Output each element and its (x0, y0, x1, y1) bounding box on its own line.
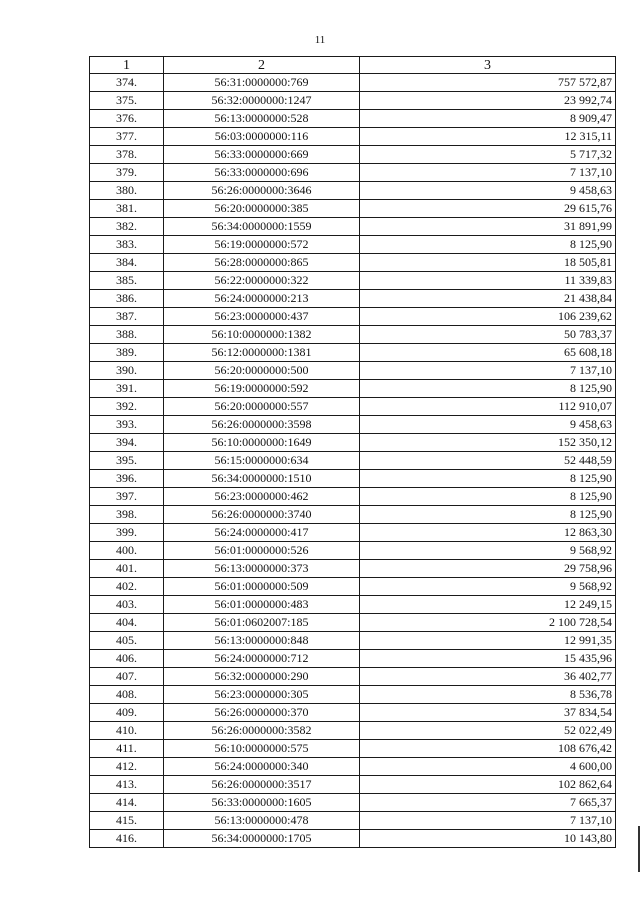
amount-cell: 9 458,63 (360, 416, 616, 434)
table-body (90, 74, 616, 848)
cadastral-number-cell: 56:26:0000000:3598 (164, 416, 360, 434)
amount-cell: 18 505,81 (360, 254, 616, 272)
amount-cell: 37 834,54 (360, 704, 616, 722)
amount-cell: 7 665,37 (360, 794, 616, 812)
amount-cell: 102 862,64 (360, 776, 616, 794)
row-number-cell: 379. (90, 164, 164, 182)
table-row (90, 290, 616, 308)
amount-cell: 9 458,63 (360, 182, 616, 200)
row-number-cell: 375. (90, 92, 164, 110)
table-row (90, 542, 616, 560)
cadastral-number-cell: 56:13:0000000:478 (164, 812, 360, 830)
cadastral-number-cell: 56:20:0000000:385 (164, 200, 360, 218)
cadastral-number-cell: 56:23:0000000:305 (164, 686, 360, 704)
table-row (90, 326, 616, 344)
amount-cell: 21 438,84 (360, 290, 616, 308)
row-number-cell: 378. (90, 146, 164, 164)
row-number-cell: 389. (90, 344, 164, 362)
table-row (90, 596, 616, 614)
cadastral-number-cell: 56:19:0000000:572 (164, 236, 360, 254)
table-row (90, 632, 616, 650)
cadastral-number-cell: 56:32:0000000:1247 (164, 92, 360, 110)
cadastral-number-cell: 56:26:0000000:370 (164, 704, 360, 722)
cadastral-number-cell: 56:15:0000000:634 (164, 452, 360, 470)
table-row (90, 758, 616, 776)
table-row (90, 434, 616, 452)
cadastral-number-cell: 56:10:0000000:1649 (164, 434, 360, 452)
cadastral-number-cell: 56:33:0000000:696 (164, 164, 360, 182)
cadastral-number-cell: 56:33:0000000:669 (164, 146, 360, 164)
amount-cell: 12 249,15 (360, 596, 616, 614)
amount-cell: 9 568,92 (360, 542, 616, 560)
amount-cell: 52 022,49 (360, 722, 616, 740)
column-header-2: 2 (164, 57, 360, 74)
amount-cell: 5 717,32 (360, 146, 616, 164)
page-number: 11 (314, 34, 326, 46)
amount-cell: 31 891,99 (360, 218, 616, 236)
table-row (90, 110, 616, 128)
table-row (90, 668, 616, 686)
row-number-cell: 386. (90, 290, 164, 308)
row-number-cell: 380. (90, 182, 164, 200)
amount-cell: 12 315,11 (360, 128, 616, 146)
amount-cell: 8 125,90 (360, 488, 616, 506)
row-number-cell: 404. (90, 614, 164, 632)
row-number-cell: 387. (90, 308, 164, 326)
amount-cell: 8 125,90 (360, 236, 616, 254)
row-number-cell: 402. (90, 578, 164, 596)
table-row (90, 578, 616, 596)
row-number-cell: 406. (90, 650, 164, 668)
amount-cell: 8 125,90 (360, 380, 616, 398)
row-number-cell: 377. (90, 128, 164, 146)
cadastral-number-cell: 56:24:0000000:340 (164, 758, 360, 776)
amount-cell: 12 863,30 (360, 524, 616, 542)
row-number-cell: 385. (90, 272, 164, 290)
cadastral-number-cell: 56:01:0000000:526 (164, 542, 360, 560)
row-number-cell: 374. (90, 74, 164, 92)
row-number-cell: 414. (90, 794, 164, 812)
cadastral-number-cell: 56:12:0000000:1381 (164, 344, 360, 362)
table-header-row (90, 57, 616, 74)
cadastral-number-cell: 56:24:0000000:417 (164, 524, 360, 542)
cadastral-number-cell: 56:26:0000000:3740 (164, 506, 360, 524)
row-number-cell: 393. (90, 416, 164, 434)
table-row (90, 254, 616, 272)
row-number-cell: 405. (90, 632, 164, 650)
row-number-cell: 407. (90, 668, 164, 686)
cadastral-number-cell: 56:24:0000000:712 (164, 650, 360, 668)
table-row (90, 218, 616, 236)
cadastral-number-cell: 56:31:0000000:769 (164, 74, 360, 92)
table-row (90, 470, 616, 488)
cadastral-number-cell: 56:34:0000000:1510 (164, 470, 360, 488)
cadastral-number-cell: 56:34:0000000:1559 (164, 218, 360, 236)
column-header-1: 1 (90, 57, 164, 74)
row-number-cell: 411. (90, 740, 164, 758)
cadastral-number-cell: 56:26:0000000:3646 (164, 182, 360, 200)
amount-cell: 9 568,92 (360, 578, 616, 596)
amount-cell: 8 536,78 (360, 686, 616, 704)
table-row (90, 722, 616, 740)
table-row (90, 128, 616, 146)
amount-cell: 10 143,80 (360, 830, 616, 848)
row-number-cell: 413. (90, 776, 164, 794)
cadastral-number-cell: 56:10:0000000:1382 (164, 326, 360, 344)
table-row (90, 506, 616, 524)
cadastral-number-cell: 56:19:0000000:592 (164, 380, 360, 398)
table-row (90, 686, 616, 704)
row-number-cell: 390. (90, 362, 164, 380)
table-row (90, 272, 616, 290)
table-row (90, 560, 616, 578)
cadastral-number-cell: 56:03:0000000:116 (164, 128, 360, 146)
row-number-cell: 410. (90, 722, 164, 740)
table-row (90, 776, 616, 794)
row-number-cell: 383. (90, 236, 164, 254)
table-row (90, 704, 616, 722)
amount-cell: 4 600,00 (360, 758, 616, 776)
table-row (90, 146, 616, 164)
row-number-cell: 397. (90, 488, 164, 506)
row-number-cell: 401. (90, 560, 164, 578)
cadastral-number-cell: 56:22:0000000:322 (164, 272, 360, 290)
cadastral-number-cell: 56:01:0000000:509 (164, 578, 360, 596)
table-row (90, 740, 616, 758)
table-row (90, 416, 616, 434)
cadastral-number-cell: 56:10:0000000:575 (164, 740, 360, 758)
row-number-cell: 384. (90, 254, 164, 272)
table-row (90, 614, 616, 632)
amount-cell: 152 350,12 (360, 434, 616, 452)
table-row (90, 398, 616, 416)
table-row (90, 812, 616, 830)
row-number-cell: 400. (90, 542, 164, 560)
amount-cell: 757 572,87 (360, 74, 616, 92)
amount-cell: 7 137,10 (360, 164, 616, 182)
column-header-3: 3 (360, 57, 616, 74)
table-row (90, 650, 616, 668)
row-number-cell: 408. (90, 686, 164, 704)
amount-cell: 23 992,74 (360, 92, 616, 110)
row-number-cell: 395. (90, 452, 164, 470)
cadastral-number-cell: 56:23:0000000:462 (164, 488, 360, 506)
cadastral-number-cell: 56:24:0000000:213 (164, 290, 360, 308)
amount-cell: 7 137,10 (360, 362, 616, 380)
cadastral-number-cell: 56:33:0000000:1605 (164, 794, 360, 812)
cadastral-number-cell: 56:20:0000000:557 (164, 398, 360, 416)
amount-cell: 8 909,47 (360, 110, 616, 128)
table-row (90, 164, 616, 182)
table-row (90, 236, 616, 254)
table-row (90, 344, 616, 362)
table-row (90, 362, 616, 380)
cadastral-number-cell: 56:20:0000000:500 (164, 362, 360, 380)
row-number-cell: 392. (90, 398, 164, 416)
row-number-cell: 399. (90, 524, 164, 542)
amount-cell: 52 448,59 (360, 452, 616, 470)
row-number-cell: 415. (90, 812, 164, 830)
row-number-cell: 409. (90, 704, 164, 722)
table-row (90, 794, 616, 812)
row-number-cell: 376. (90, 110, 164, 128)
amount-cell: 11 339,83 (360, 272, 616, 290)
cadastral-number-cell: 56:13:0000000:373 (164, 560, 360, 578)
amount-cell: 29 758,96 (360, 560, 616, 578)
table-row (90, 380, 616, 398)
cadastral-table (89, 56, 616, 848)
row-number-cell: 381. (90, 200, 164, 218)
table-row (90, 200, 616, 218)
table-row (90, 308, 616, 326)
row-number-cell: 396. (90, 470, 164, 488)
cadastral-number-cell: 56:13:0000000:848 (164, 632, 360, 650)
amount-cell: 106 239,62 (360, 308, 616, 326)
cadastral-number-cell: 56:28:0000000:865 (164, 254, 360, 272)
table-row (90, 452, 616, 470)
cadastral-number-cell: 56:01:0000000:483 (164, 596, 360, 614)
row-number-cell: 391. (90, 380, 164, 398)
cadastral-number-cell: 56:26:0000000:3582 (164, 722, 360, 740)
amount-cell: 8 125,90 (360, 470, 616, 488)
cadastral-number-cell: 56:34:0000000:1705 (164, 830, 360, 848)
cadastral-number-cell: 56:26:0000000:3517 (164, 776, 360, 794)
table-row (90, 524, 616, 542)
cadastral-number-cell: 56:01:0602007:185 (164, 614, 360, 632)
row-number-cell: 394. (90, 434, 164, 452)
amount-cell: 2 100 728,54 (360, 614, 616, 632)
row-number-cell: 388. (90, 326, 164, 344)
table-row (90, 182, 616, 200)
amount-cell: 65 608,18 (360, 344, 616, 362)
amount-cell: 50 783,37 (360, 326, 616, 344)
cadastral-number-cell: 56:32:0000000:290 (164, 668, 360, 686)
cadastral-number-cell: 56:13:0000000:528 (164, 110, 360, 128)
table-row (90, 74, 616, 92)
cadastral-number-cell: 56:23:0000000:437 (164, 308, 360, 326)
amount-cell: 8 125,90 (360, 506, 616, 524)
row-number-cell: 403. (90, 596, 164, 614)
amount-cell: 7 137,10 (360, 812, 616, 830)
amount-cell: 112 910,07 (360, 398, 616, 416)
row-number-cell: 382. (90, 218, 164, 236)
amount-cell: 12 991,35 (360, 632, 616, 650)
row-number-cell: 416. (90, 830, 164, 848)
row-number-cell: 412. (90, 758, 164, 776)
table-row (90, 830, 616, 848)
amount-cell: 15 435,96 (360, 650, 616, 668)
row-number-cell: 398. (90, 506, 164, 524)
amount-cell: 108 676,42 (360, 740, 616, 758)
amount-cell: 36 402,77 (360, 668, 616, 686)
table-row (90, 488, 616, 506)
table-row (90, 92, 616, 110)
amount-cell: 29 615,76 (360, 200, 616, 218)
